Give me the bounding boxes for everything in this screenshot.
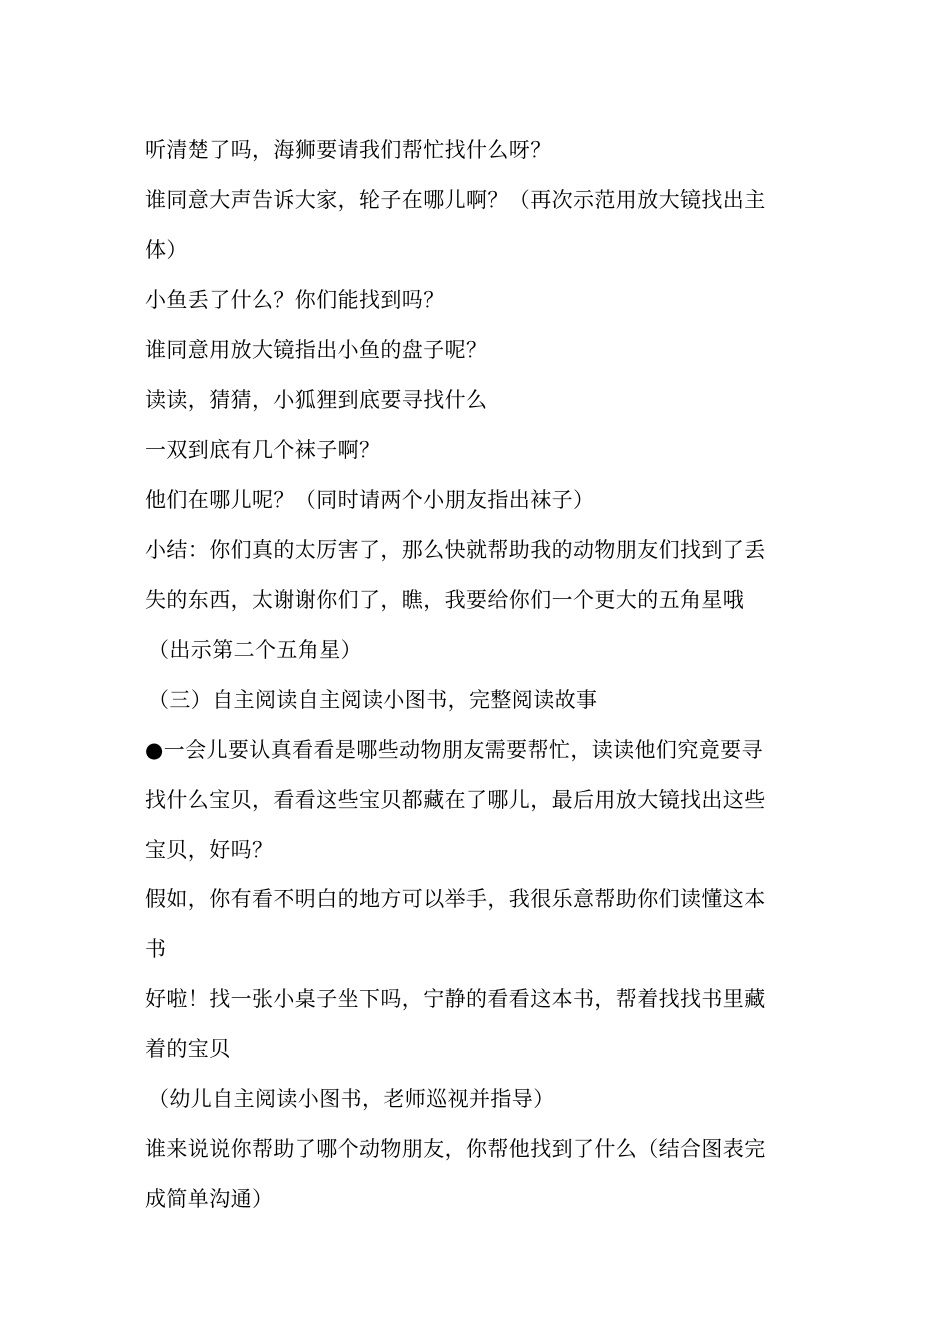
text-line: （出示第二个五角星） <box>148 638 362 662</box>
bullet-line: ●一会儿要认真看看是哪些动物朋友需要帮忙，读读他们究竟要寻 <box>145 738 763 762</box>
text-line: 谁来说说你帮助了哪个动物朋友，你帮他找到了什么（结合图表完 <box>145 1137 766 1161</box>
text-line: 成简单沟通） <box>145 1187 274 1211</box>
section-heading: （三）自主阅读自主阅读小图书，完整阅读故事 <box>148 688 598 712</box>
text-line: 小结：你们真的太厉害了，那么快就帮助我的动物朋友们找到了丢 <box>145 538 766 562</box>
text-line: 找什么宝贝，看看这些宝贝都藏在了哪儿，最后用放大镜找出这些 <box>145 788 766 812</box>
text-line: 书 <box>145 937 167 961</box>
text-line: 谁同意用放大镜指出小鱼的盘子呢？ <box>145 338 488 362</box>
text-line: 失的东西，太谢谢你们了，瞧，我要给你们一个更大的五角星哦 <box>145 588 745 612</box>
text-line: （幼儿自主阅读小图书，老师巡视并指导） <box>148 1087 555 1111</box>
text-line: 小鱼丢了什么？你们能找到吗？ <box>145 288 445 312</box>
text-line: 读读，猜猜，小狐狸到底要寻找什么 <box>145 388 488 412</box>
text-line: 听清楚了吗，海狮要请我们帮忙找什么呀？ <box>145 138 552 162</box>
text-line: 体） <box>145 238 188 262</box>
text-line: 着的宝贝 <box>145 1037 231 1061</box>
text-line: 假如，你有看不明白的地方可以举手，我很乐意帮助你们读懂这本 <box>145 887 766 911</box>
text-line: 好啦！找一张小桌子坐下吗，宁静的看看这本书，帮着找找书里藏 <box>145 987 766 1011</box>
text-line: 他们在哪儿呢？（同时请两个小朋友指出袜子） <box>145 488 595 512</box>
text-line: 宝贝，好吗？ <box>145 838 274 862</box>
text-line: 谁同意大声告诉大家，轮子在哪儿啊？（再次示范用放大镜找出主 <box>145 188 766 212</box>
text-line: 一双到底有几个袜子啊？ <box>145 438 381 462</box>
